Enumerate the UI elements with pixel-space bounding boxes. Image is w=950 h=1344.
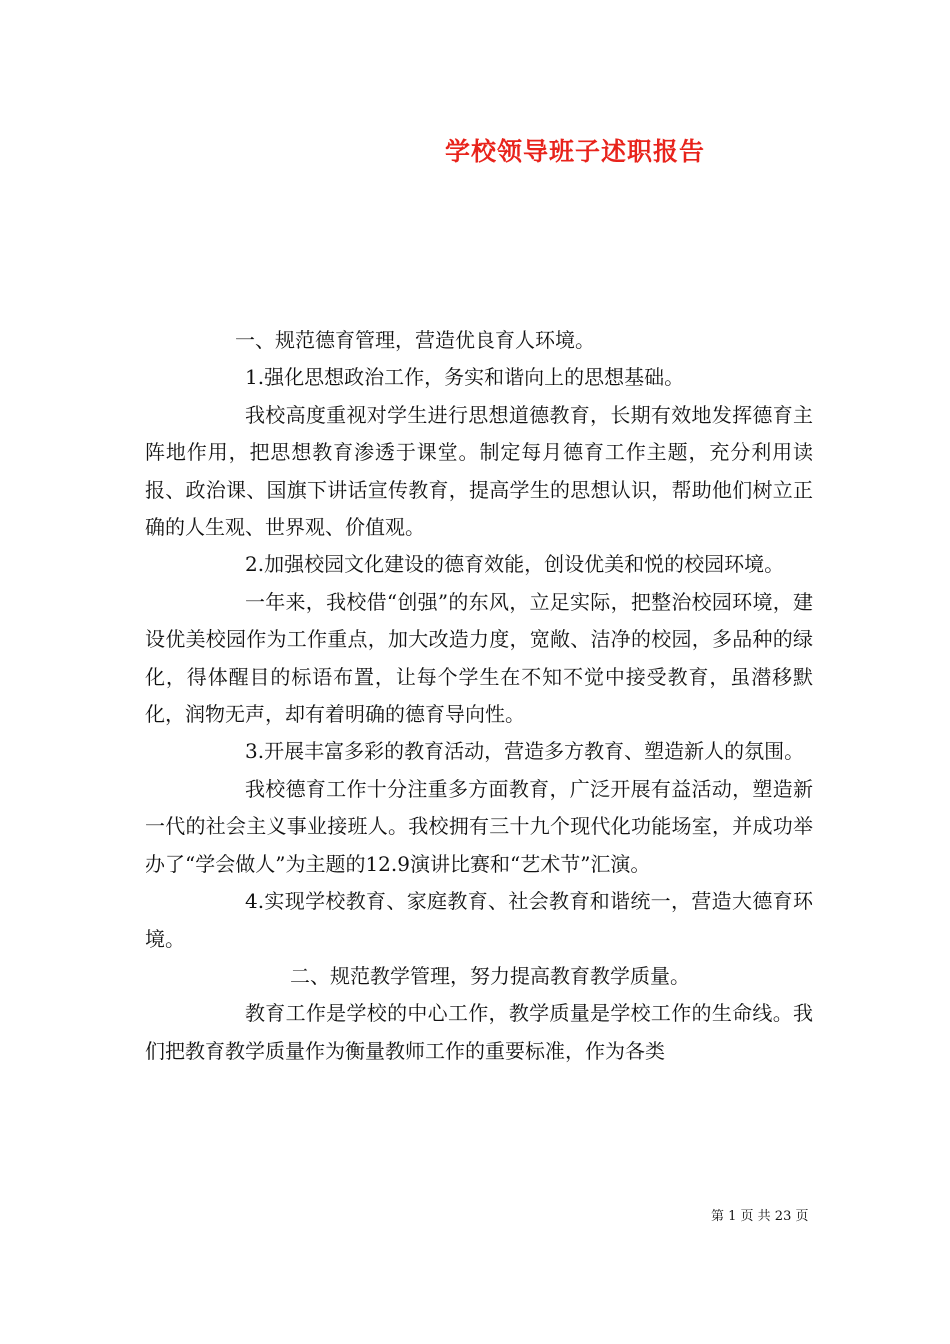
- subheading-3: 3.开展丰富多彩的教育活动，营造多方教育、塑造新人的氛围。: [245, 739, 805, 764]
- subheading-4: 4.实现学校教育、家庭教育、社会教育和谐统一，营造大德育环境。: [145, 889, 813, 951]
- section-heading-1: 一、规范德育管理，营造优良育人环境。: [235, 328, 595, 352]
- section-heading-2: 二、规范教学管理，努力提高教育教学质量。: [290, 963, 690, 988]
- paragraph-3: 我校德育工作十分注重多方面教育，广泛开展有益活动，塑造新一代的社会主义事业接班人。我校拥有三十九个现代化功能场室，并成功举办了“学会做人”为主题的12.9演讲比赛和“艺术节”汇演。: [145, 776, 813, 876]
- document-title: 学校领导班子述职报告: [444, 137, 705, 166]
- paragraph-1: 我校高度重视对学生进行思想道德教育，长期有效地发挥德育主阵地作用，把思想教育渗透于课堂。制定每月德育工作主题，充分利用读报、政治课、国旗下讲话宣传教育，提高学生的思想认识，帮助他们树立正确的人生观、世界观、价值观。: [145, 402, 813, 540]
- paragraph-2: 一年来，我校借“创强”的东风，立足实际，把整治校园环境，建设优美校园作为工作重点，加大改造力度，宽敞、洁净的校园，多品种的绿化，得体醒目的标语布置，让每个学生在不知不觉中接受教育，虽潜移默化，润物无声，却有着明确的德育导向性。: [145, 589, 813, 727]
- page-number-footer: 第 1 页 共 23 页: [711, 1209, 809, 1224]
- document-body: [145, 322, 813, 1070]
- subheading-2: 2.加强校园文化建设的德育效能，创设优美和悦的校园环境。: [245, 552, 785, 577]
- subheading-1: 1.强化思想政治工作，务实和谐向上的思想基础。: [245, 365, 685, 390]
- paragraph-4: 教育工作是学校的中心工作，教学质量是学校工作的生命线。我们把教育教学质量作为衡量教师工作的重要标准，作为各类: [145, 1001, 813, 1063]
